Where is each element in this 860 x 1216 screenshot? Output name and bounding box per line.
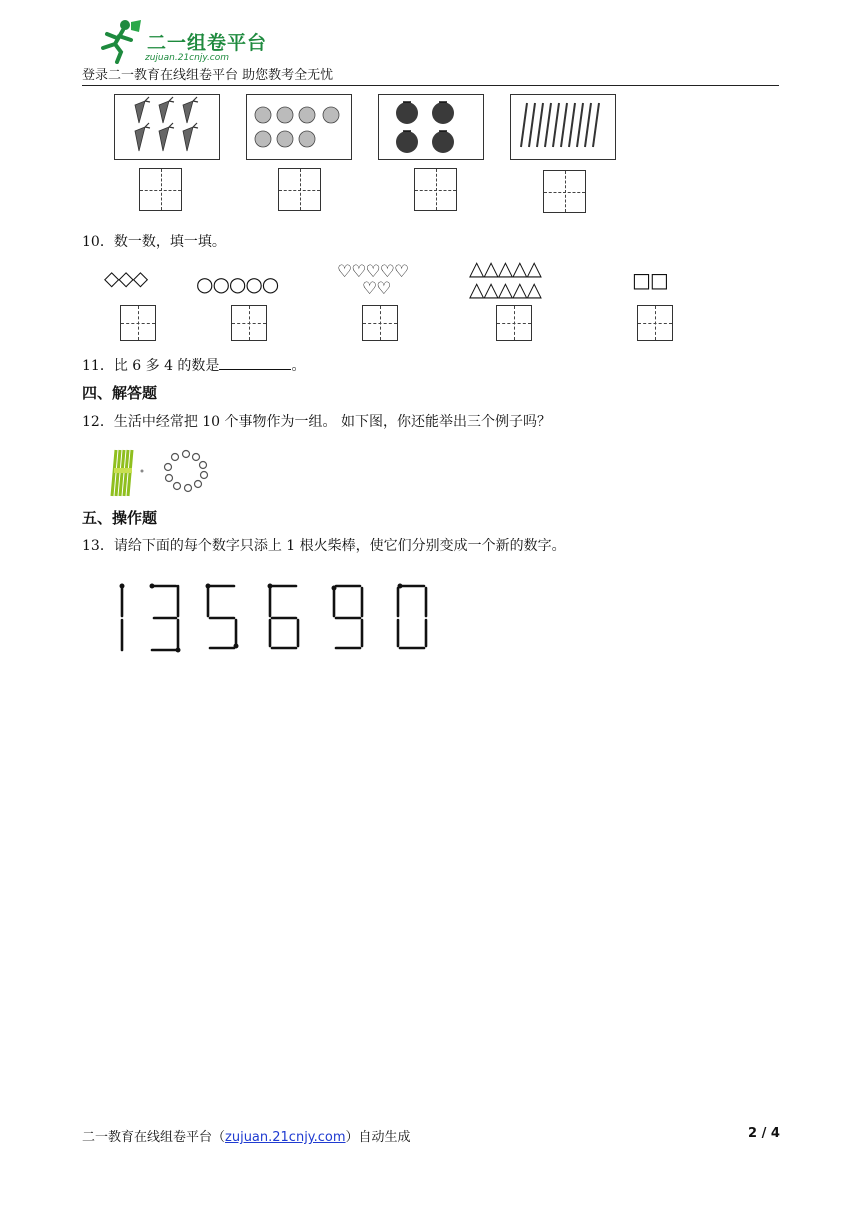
answer-blank[interactable] xyxy=(219,357,291,370)
carrot-picture-box xyxy=(114,94,220,160)
cabbage-icon xyxy=(247,95,349,157)
question-10: 10．数一数，填一填。 xyxy=(82,234,226,250)
q12-picture xyxy=(104,440,230,502)
answer-grid[interactable] xyxy=(278,168,321,211)
footer-link[interactable]: zujuan.21cnjy.com xyxy=(225,1130,346,1145)
cabbage-picture-box xyxy=(246,94,352,160)
section-heading: 四、解答题 xyxy=(82,384,158,402)
question-11-end: 。 xyxy=(291,358,306,374)
answer-grid[interactable] xyxy=(362,305,398,341)
question-11 xyxy=(82,355,305,375)
sticks-picture-box xyxy=(510,94,616,160)
section-heading: 五、操作题 xyxy=(82,509,158,527)
footer-prefix: 二一教育在线组卷平台（ xyxy=(82,1130,226,1145)
answer-grid[interactable] xyxy=(120,305,156,341)
pencil-bundle-and-bead-ring-icon xyxy=(104,440,230,502)
header-divider xyxy=(82,85,779,86)
matchstick-digits-icon xyxy=(104,576,438,660)
answer-grid[interactable] xyxy=(139,168,182,211)
square-shapes: □□ xyxy=(632,268,668,292)
tomato-picture-box xyxy=(378,94,484,160)
page-number: 2 / 4 xyxy=(748,1126,780,1141)
logo-text: 二一组卷平台 xyxy=(147,32,268,54)
header-slogan: 登录二一教育在线组卷平台 助您教考全无忧 xyxy=(82,68,334,83)
answer-grid[interactable] xyxy=(231,305,267,341)
footer-suffix: ）自动生成 xyxy=(345,1130,411,1145)
answer-grid[interactable] xyxy=(543,170,586,213)
triangle-shapes-row1: △△△△△ xyxy=(469,256,541,280)
sticks-icon xyxy=(511,95,613,157)
answer-grid[interactable] xyxy=(414,168,457,211)
answer-grid[interactable] xyxy=(637,305,673,341)
site-logo xyxy=(95,18,275,64)
circle-shapes: ○○○○○ xyxy=(196,272,279,296)
heart-shapes-row2: ♡♡ xyxy=(362,279,391,299)
runner-logo-icon xyxy=(95,18,145,64)
diamond-shapes: ◇◇◇ xyxy=(104,266,148,290)
tomato-icon xyxy=(379,95,481,157)
question-11-text: 11．比 6 多 4 的数是 xyxy=(82,358,220,374)
heart-shapes-row1: ♡♡♡♡♡ xyxy=(337,262,409,282)
carrot-icon xyxy=(115,95,217,157)
logo-domain: zujuan.21cnjy.com xyxy=(145,53,230,63)
answer-grid[interactable] xyxy=(496,305,532,341)
triangle-shapes-row2: △△△△△ xyxy=(469,277,541,301)
question-13: 13．请给下面的每个数字只添上 1 根火柴棒，使它们分别变成一个新的数字。 xyxy=(82,538,566,554)
footer-source xyxy=(82,1126,411,1145)
matchstick-digits xyxy=(104,576,438,660)
question-12: 12．生活中经常把 10 个事物作为一组。 如下图，你还能举出三个例子吗？ xyxy=(82,414,551,430)
